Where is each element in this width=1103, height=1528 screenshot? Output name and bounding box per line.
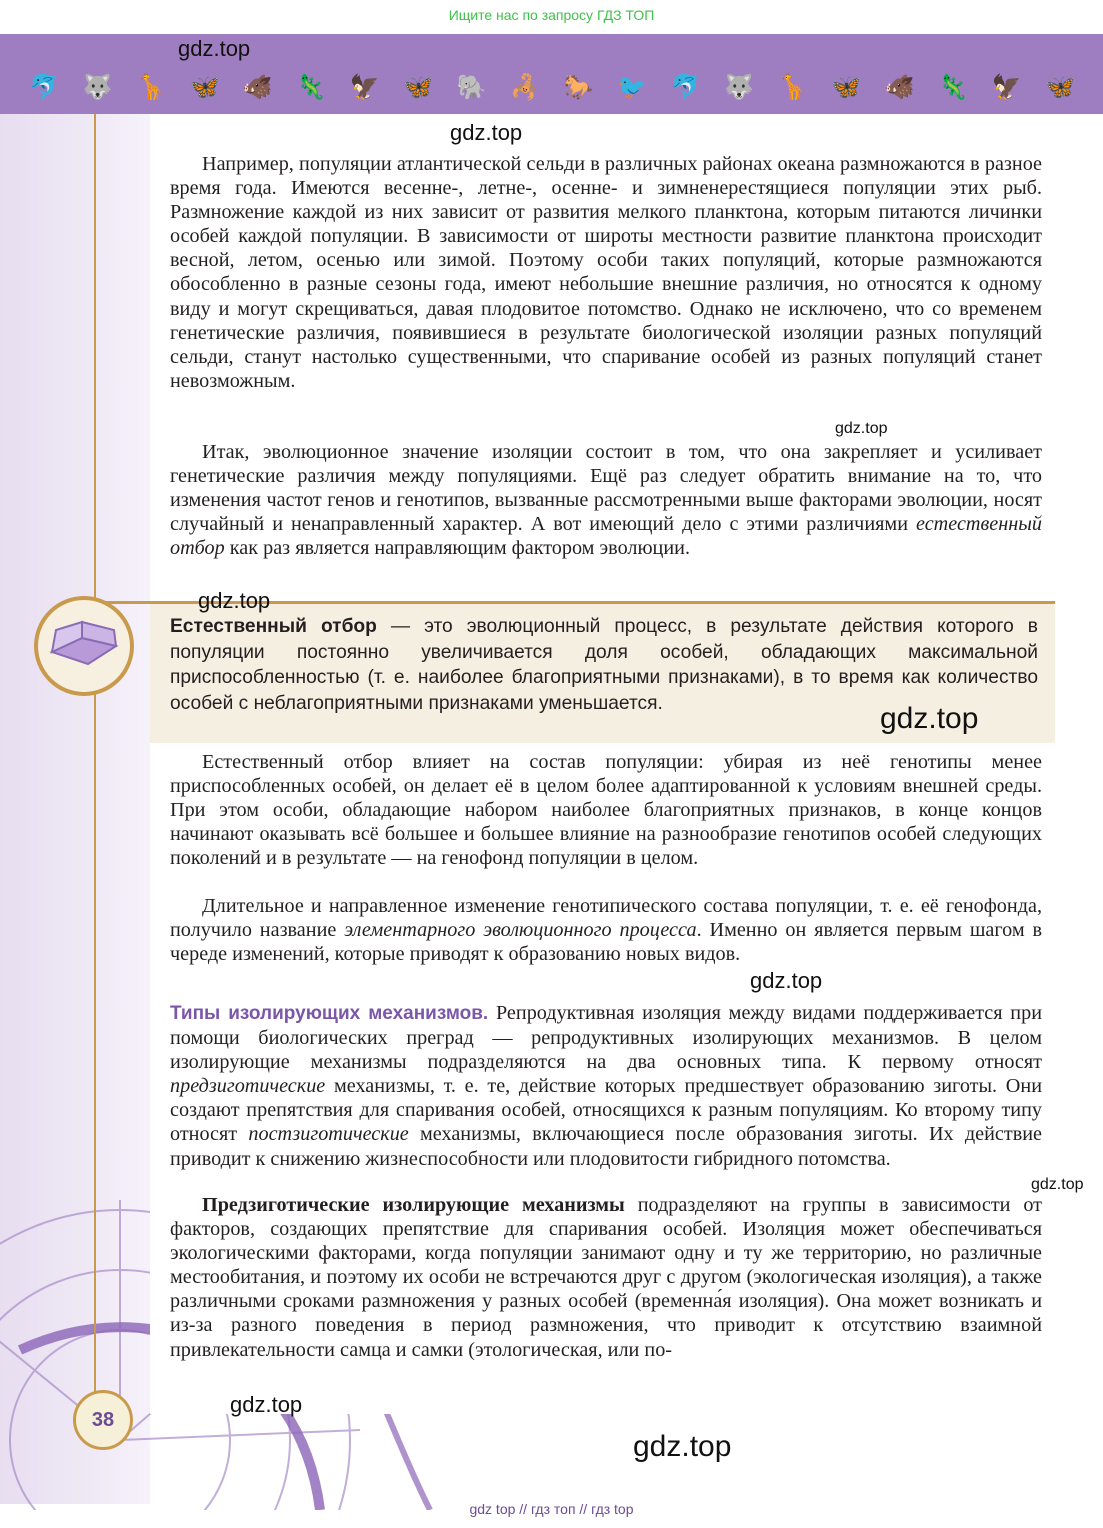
animal-icon: 🐘	[456, 73, 487, 101]
book-badge	[34, 596, 134, 696]
section-heading: Типы изолирующих механизмов.	[170, 1003, 489, 1024]
open-book-icon	[38, 600, 130, 692]
animal-silhouette-row	[22, 70, 1082, 104]
watermark: gdz.top	[450, 120, 523, 145]
watermark: gdz.top	[750, 968, 823, 993]
animal-icon: 🐗	[884, 73, 915, 101]
watermark: gdz.top	[633, 1430, 732, 1463]
animal-icon: 🦒	[135, 73, 166, 101]
animal-icon: 🦋	[403, 73, 434, 101]
animal-icon: 🐬	[29, 73, 59, 101]
paragraph-selection-effect: Естественный отбор влияет на состав популяции: убирая из неё генотипы менее приспособленных особей, он делает её в целом более адаптированной к условиям внешней среды. При этом особи, обладающие набором наиболее благоприятных признаков, в конце концов начинают оказывать всё большее и большее влияние на разнообразие генотипов особей следующих поколений и в результате — на генофонд популяции в целом.	[170, 751, 1042, 870]
term-elementary-process: элементарного эволюционного процесса	[344, 919, 697, 942]
animal-icon: 🦎	[938, 73, 968, 101]
animal-icon: 🦒	[777, 73, 808, 101]
paragraph-herring: Например, популяции атлантической сельди в различных районах океана размножаются в разное время года. Имеются весенне-, летне-, осенне- и зимненерестящиеся популяции этих рыб. Размножение каждой из них зависит от развития мелкого планктона, которым питаются личинки особей каждой популяции. В зависимости от широты местности развитие планктона происходит весной, летом, осенью или зимой. Поэтому особи таких популяций, которые размножаются обособленно в разные сезоны года, имеют небольшие внешние различия, но относятся к одному виду и могут скрещиваться, давая плодовитое потомство. Однако не исключено, что со временем генетические различия, появившиеся в результате биологической изоляции разных популяций сельди, станут настолько существенными, что спаривание особей из разных популяций станет невозможным.	[170, 153, 1042, 392]
animal-icon: 🐎	[563, 73, 594, 101]
animal-icon: 🐺	[724, 73, 755, 101]
definition-term: Естественный отбор	[170, 616, 377, 637]
watermark: gdz.top	[1031, 1176, 1084, 1193]
paragraph-elementary-process: Длительное и направленное изменение генотипического состава популяции, т. е. её генофонда, получило название элементарного эволюционного процесса. Именно он является первым шагом в череде изменений, которые приводят к образованию новых видов.	[170, 895, 1043, 966]
footer: gdz top // гдз топ // гдз top	[469, 1501, 634, 1517]
watermark: gdz.top	[178, 36, 251, 61]
animal-icon: 🦋	[1044, 73, 1075, 101]
watermark: gdz.top	[230, 1392, 303, 1417]
animal-icon: 🐬	[670, 73, 701, 101]
animal-icon: 🐗	[242, 73, 273, 101]
animal-icon: 🦅	[349, 73, 380, 101]
paragraph-isolation-significance: Итак, эволюционное значение изоляции состоит в том, что она закрепляет и усиливает генетические различия между популяциями. Ещё раз следует обратить внимание на то, что изменения частот генов и генотипов, вызванные рассмотренными выше факторами эволюции, носят случайный и ненаправленный характер. А вот имеющий дело с этими различиями естественный отбор как раз является направляющим фактором эволюции.	[170, 441, 1042, 560]
watermark: gdz.top	[880, 702, 979, 735]
page-number: 38	[73, 1390, 133, 1450]
animal-icon: 🦂	[510, 73, 541, 101]
animal-icon: 🦋	[831, 73, 861, 101]
animal-icon: 🐦	[617, 73, 648, 101]
watermark: gdz.top	[835, 420, 888, 437]
term-natural-selection: естественный отбор	[170, 513, 1042, 560]
animal-icon: 🦎	[296, 73, 327, 101]
animal-icon: 🦋	[189, 73, 220, 101]
margin-rule	[94, 114, 96, 1394]
watermark: gdz.top	[198, 588, 271, 613]
animal-icon: 🦅	[991, 73, 1022, 101]
term-postzygotic: постзиготические	[248, 1123, 409, 1146]
term-prezygotic-mechanisms: Предзиготические изолирующие механизмы	[202, 1194, 625, 1216]
top-notice: Ищите нас по запросу ГДЗ ТОП	[448, 7, 655, 23]
animal-icon: 🐺	[82, 73, 113, 101]
paragraph-isolating-types: Типы изолирующих механизмов. Репродуктивная изоляция между видами поддерживается при помощи биологических преград — репродуктивных изолирующих механизмов. В целом изолирующие механизмы подразделяются на два основных типа. К первому относят предзиготические механизмы, т. е. те, действие которых предшествует образованию зиготы. Они создают препятствия для спаривания особей, относящихся к разным популяциям. Ко второму типу относят постзиготические механизмы, включающиеся после образования зиготы. Их действие приводит к снижению жизнеспособности или плодовитости гибридного потомства.	[170, 1002, 1042, 1170]
term-prezygotic: предзиготические	[170, 1075, 326, 1098]
definition-text: Естественный отбор — это эволюционный процесс, в результате действия которого в популяции постоянно увеличивается доля особей, обладающих максимальной приспособленностью (т. е. наиболее благоприятными признаками), в то время как количество особей с неблагоприятными признаками уменьшается.	[170, 616, 1038, 714]
paragraph-prezygotic-groups: Предзиготические изолирующие механизмы подразделяют на группы в зависимости от факторов, создающих препятствие для спаривания особей. Изоляция может обеспечиваться экологическими факторами, когда популяции занимают одну и ту же территорию, но различные местообитания, и поэтому их особи не встречаются друг с другом (экологическая изоляция), а также различными сроками размножения у разных особей (временна́я изоляция). Она может возникать и из-за разного поведения в период размножения, что приводит к отсутствию взаимной привлекательности самца и самки (этологическая, или по-	[170, 1194, 1043, 1361]
